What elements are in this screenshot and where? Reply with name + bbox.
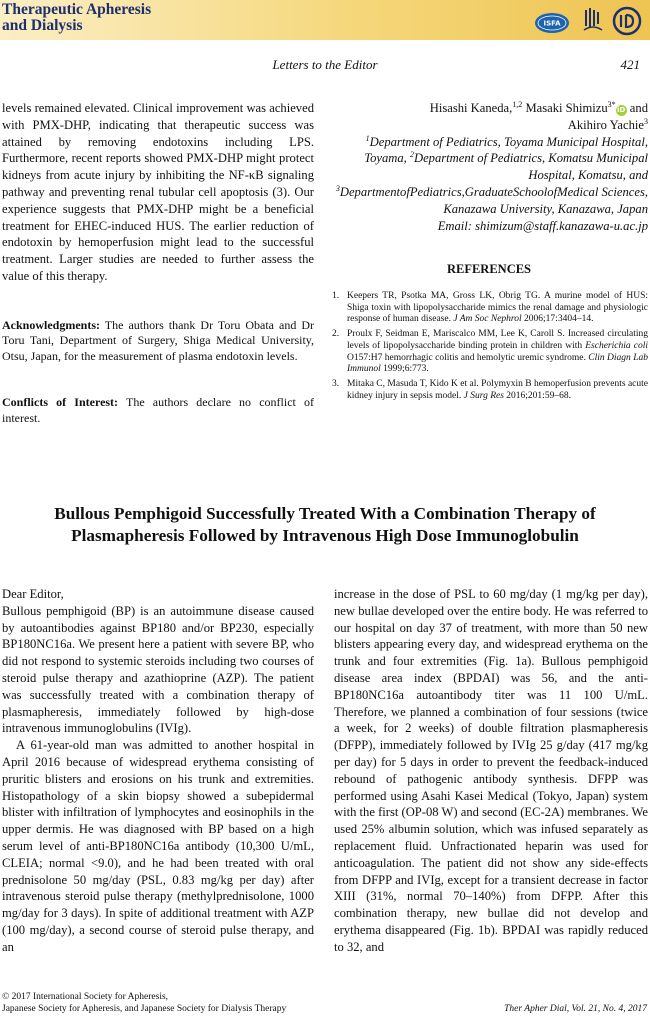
author-affiliations <box>330 100 648 234</box>
reference-tail: 2016;201:59–68. <box>503 390 571 401</box>
affil-3: DepartmentofPediatrics,GraduateSchoolofMedical Sciences, Kanazawa University, Kanazawa, Japan <box>339 184 648 216</box>
conflicts-of-interest <box>2 395 314 426</box>
author-3: Akihiro Yachie <box>567 117 644 132</box>
reference-text: Keepers TR, Psotka MA, Gross LK, Obrig TG. A murine model of HUS: Shiga toxin with lipopolysaccharide mimics the renal damage and physiologic response of human disease. <box>347 291 648 325</box>
article-paragraph-1: Bullous pemphigoid (BP) is an autoimmune disease caused by autoantibodies against BP180 and/or BP230, especially BP180NC16a. We present here a patient with severe BP, who did not respond to systemic steroids including two courses of steroid pulse therapy and azathioprine (AZP). The patient was successfully treated with a combination therapy of plasmapheresis, immediately followed by high-dose intravenous immunoglobulins (IVIg). <box>2 603 314 736</box>
reference-journal: J Am Soc Nephrol <box>453 314 522 325</box>
reference-number: 1. <box>332 291 340 301</box>
reference-item <box>330 291 648 326</box>
references-heading: REFERENCES <box>446 262 532 276</box>
reference-item <box>330 329 648 376</box>
author-1: Hisashi Kaneda, <box>429 101 513 115</box>
orcid-icon[interactable]: iD <box>617 106 626 114</box>
acknowledgments <box>2 318 314 365</box>
coi-label: Conflicts of Interest: <box>2 395 119 410</box>
reference-journal: Clin Diagn Lab Immunol <box>347 352 648 375</box>
reference-list <box>330 291 648 405</box>
author-and: and <box>626 101 648 115</box>
page-number: 421 <box>620 57 640 72</box>
affil-2-sup: 2 <box>409 150 414 160</box>
affil-1-sup: 1 <box>365 133 370 143</box>
isfa-logo-icon <box>534 12 570 34</box>
coi-text: The authors declare no conflict of interest. <box>2 395 314 425</box>
author-line-1 <box>330 100 648 117</box>
article-right-column <box>334 586 648 956</box>
journal-title-line1: Therapeutic Apheresis <box>2 1 152 18</box>
journal-citation: Ther Apher Dial, Vol. 21, No. 4, 2017 <box>504 1004 647 1014</box>
acknowledgments-label: Acknowledgments: <box>2 317 100 332</box>
copyright-line1: © 2017 International Society for Apheresis, <box>2 992 169 1002</box>
affil-1: Department of Pediatrics, Toyama Municipal Hospital, Toyama, <box>364 134 648 166</box>
author-2: Masaki Shimizu <box>522 101 608 115</box>
journal-title-line2: and Dialysis <box>2 17 83 34</box>
article-title-line2: Plasmapheresis Followed by Intravenous High Dose Immunoglobulin <box>71 526 579 545</box>
article-left-column <box>2 586 314 956</box>
affiliations <box>330 134 648 218</box>
journal-banner <box>0 0 650 40</box>
journal-title <box>2 2 151 34</box>
article-paragraph-2: A 61-year-old man was admitted to another hospital in April 2016 because of widespread erythema consisting of pruritic blisters and erosions on his trunk and extremities. Histopathology of a skin biopsy showed a subepidermal blister with infiltration of lymphocytes and eosinophils in the upper dermis. He was diagnosed with BP based on a high serum level of anti-BP180NC16a antibody (10,300 U/mL, CLEIA; normal <9.0), and he had been treated with oral prednisolone 50 mg/day (PSL, 0.83 mg/kg per day) after intravenous steroid pulse therapy (methylprednisolone, 1000 mg/day for 3 days). In spite of additional treatment with AZP (100 mg/day), a second course of steroid pulse therapy, and an <box>2 738 314 954</box>
isfa-logo-text: ISFA <box>543 19 561 28</box>
article-title <box>0 503 650 547</box>
reference-item <box>330 379 648 402</box>
article-title-line1: Bullous Pemphigoid Successfully Treated With a Combination Therapy of <box>54 504 596 523</box>
copyright-line2: Japanese Society for Apheresis, and Japanese Society for Dialysis Therapy <box>2 1003 287 1014</box>
author-3-sup: 3 <box>644 116 648 126</box>
reference-organism: Escherichia coli <box>585 340 649 351</box>
reference-tail: 2006;17:3404–14. <box>521 314 594 325</box>
salutation: Dear Editor, <box>2 587 64 601</box>
prev-letter-left-column <box>2 100 314 426</box>
reference-tail: 1999;6:773. <box>380 364 429 375</box>
running-title: Letters to the Editor <box>272 57 378 72</box>
author-1-sup: 1,2 <box>512 99 523 109</box>
author-2-sup: 3* <box>607 99 616 109</box>
reference-text: Mitaka C, Masuda T, Kido K et al. Polymyxin B hemoperfusion prevents acute kidney injury in sepsis model. <box>347 378 648 401</box>
affil-2: Department of Pediatrics, Komatsu Municipal Hospital, Komatsu, and <box>413 151 648 183</box>
corresponding-email[interactable]: Email: shimizum@staff.kanazawa-u.ac.jp <box>437 218 648 233</box>
reference-number: 3. <box>332 378 340 389</box>
jsdt-logo-icon <box>612 6 642 36</box>
acknowledgments-text: The authors thank Dr Toru Obata and Dr Toru Tani, Department of Surgery, Shiga Medical University, Otsu, Japan, for the measurement of plasma endotoxin levels. <box>2 317 314 363</box>
prev-letter-paragraph: levels remained elevated. Clinical improvement was achieved with PMX-DHP, indicating that therapeutic success was attained by removing endotoxins including LPS. Furthermore, recent reports showed PMX-DHP might protect kidneys from acute injury by inhibiting the NF-κB signaling pathway and preventing renal tubular cell apoptosis (3). Our experience suggests that PMX-DHP might be a beneficial treatment for EHEC-induced HUS. The earlier reduction of endotoxin by hemoperfusion might lead to the successful treatment. Larger studies are needed to further assess the value of this therapy. <box>2 101 314 283</box>
article-paragraph-3: increase in the dose of PSL to 60 mg/day (1 mg/kg per day), new bullae developed over the entire body. He was referred to our hospital on day 37 of treatment, with more than 50 new blisters appearing every day, and widespread erythema on the trunk and four extremities (Fig. 1a). Bullous pemphigoid disease area index (BPDAI) was 56, and the anti-BP180NC16a autoantibody titer was 11 100 U/mL. Therefore, we planned a combination of four sessions (twice a week, for 2 weeks) of double filtration plasmapheresis (DFPP), immediately followed by IVIg 25 g/day (417 mg/kg per day) for 5 days in order to prevent the feedback-induced rebound of pathogenic antibody synthesis. DFPP was performed using Asahi Kasei Medical (Tokyo, Japan) system with the first (OP-08 W) and second (EC-2A) membranes. We used 25% albumin solution, which was infused separately as replacement fluid. Unfractionated heparin was used for anticoagulation. The patient did not show any side-effects from DFPP and IVIg, except for a transient decrease in factor XIII (31%, normal 70–140%) from DFPP. After this combination therapy, new bullae did not develop and erythema disappeared (Fig. 1b). BPDAI was rapidly reduced to 32, and <box>334 587 648 954</box>
author-line-2 <box>330 117 648 134</box>
reference-text: O157:H7 hemorrhagic colitis and hemolytic uremic syndrome. <box>347 352 589 363</box>
reference-text-pre: Proulx F, Seidman E, Mariscalco MM, Lee K, Caroll S. Increased circulating levels of lipopolysaccharide binding protein in children with <box>347 329 648 351</box>
reference-number: 2. <box>332 329 340 340</box>
jsa-logo-icon <box>582 6 604 34</box>
affil-3-sup: 3 <box>335 183 340 193</box>
copyright-notice <box>2 992 286 1015</box>
reference-journal: J Surg Res <box>463 390 504 401</box>
